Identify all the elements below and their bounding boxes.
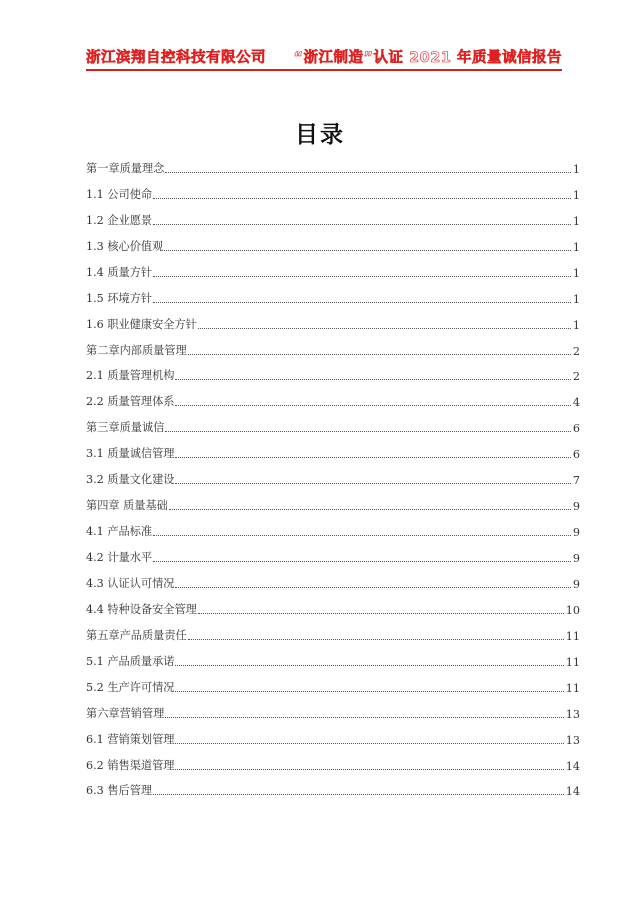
toc-entry-label: 2.1 质量管理机构	[86, 369, 175, 383]
toc-entry[interactable]	[86, 254, 580, 280]
toc-entry-label: 1.6 职业健康安全方针	[86, 317, 197, 331]
toc-entry-page: 7	[572, 474, 580, 488]
header-rule	[86, 69, 562, 71]
toc-entry-label: 5.2 生产许可情况	[86, 680, 175, 694]
toc-entry-label: 1.2 企业愿景	[86, 213, 153, 227]
company-name: 浙江滨翔自控科技有限公司	[86, 49, 266, 66]
toc-entry-label: 3.2 质量文化建设	[86, 473, 175, 487]
toc-entry-label: 3.1 质量诚信管理	[86, 447, 175, 461]
toc-entry[interactable]	[86, 228, 580, 254]
toc-entry-label: 第一章质量理念	[86, 161, 165, 175]
toc-entry-page: 9	[572, 552, 580, 565]
toc-entry-page: 13	[565, 707, 580, 721]
toc-entry-page: 10	[565, 603, 580, 617]
report-title: “浙江制造”认证 2021 年质量诚信报告	[293, 49, 562, 66]
toc-entry-page: 6	[572, 422, 580, 436]
dot-leader	[175, 456, 570, 458]
toc-title: 目录	[295, 122, 345, 148]
table-of-contents	[86, 150, 580, 798]
dot-leader	[198, 612, 564, 614]
toc-entry-label: 6.2 销售渠道管理	[86, 758, 175, 772]
toc-entry[interactable]	[86, 591, 580, 617]
toc-entry[interactable]	[86, 565, 580, 591]
dot-leader	[175, 404, 570, 406]
toc-entry-page: 1	[572, 188, 580, 202]
toc-entry[interactable]	[86, 643, 580, 669]
toc-entry-label: 6.3 售后管理	[86, 784, 153, 798]
toc-entry[interactable]	[86, 358, 580, 384]
toc-entry-label: 4.1 产品标准	[86, 525, 153, 539]
toc-entry-page: 11	[565, 681, 580, 695]
dot-leader	[165, 716, 563, 718]
toc-entry[interactable]	[86, 695, 580, 721]
toc-entry-page: 1	[572, 240, 580, 254]
toc-entry-label: 4.4 特种设备安全管理	[86, 602, 197, 616]
dot-leader	[153, 534, 571, 536]
dot-leader	[153, 793, 564, 795]
toc-entry[interactable]	[86, 176, 580, 202]
toc-entry[interactable]	[86, 539, 580, 565]
dot-leader	[175, 482, 570, 484]
toc-entry-page: 11	[565, 655, 580, 669]
toc-entry[interactable]	[86, 617, 580, 643]
toc-entry-label: 1.1 公司使命	[86, 187, 153, 201]
dot-leader	[175, 690, 563, 692]
toc-entry-page: 9	[572, 577, 580, 591]
toc-entry[interactable]	[86, 773, 580, 799]
toc-entry-page: 2	[572, 344, 580, 358]
toc-entry-page: 1	[572, 266, 580, 280]
toc-entry-label: 2.2 质量管理体系	[86, 395, 175, 409]
toc-entry-page: 6	[572, 448, 580, 462]
dot-leader	[169, 508, 571, 510]
page-header	[86, 46, 562, 66]
toc-entry[interactable]	[86, 747, 580, 773]
toc-entry-label: 6.1 营销策划管理	[86, 732, 175, 746]
toc-entry[interactable]	[86, 202, 580, 228]
toc-entry[interactable]	[86, 487, 580, 513]
toc-entry-page: 2	[572, 370, 580, 384]
toc-entry[interactable]	[86, 669, 580, 695]
toc-entry[interactable]	[86, 435, 580, 461]
toc-entry-label: 第四章 质量基础	[86, 499, 168, 513]
dot-leader	[188, 353, 571, 355]
toc-entry-page: 1	[572, 318, 580, 332]
toc-entry[interactable]	[86, 332, 580, 358]
toc-entry[interactable]	[86, 383, 580, 409]
toc-entry[interactable]	[86, 513, 580, 539]
toc-entry-label: 5.1 产品质量承诺	[86, 654, 175, 668]
dot-leader	[175, 664, 563, 666]
toc-entry-label: 第六章营销管理	[86, 706, 165, 720]
toc-entry[interactable]	[86, 409, 580, 435]
toc-entry[interactable]	[86, 150, 580, 176]
toc-entry-label: 1.4 质量方针	[86, 265, 153, 279]
toc-entry-label: 第五章产品质量责任	[86, 628, 187, 642]
dot-leader	[175, 378, 570, 380]
toc-entry[interactable]	[86, 721, 580, 747]
dot-leader	[165, 171, 571, 173]
toc-entry-page: 9	[572, 500, 580, 514]
dot-leader	[153, 301, 571, 303]
toc-entry-label: 1.5 环境方针	[86, 291, 153, 305]
toc-entry[interactable]	[86, 461, 580, 487]
toc-entry-page: 1	[572, 214, 580, 228]
toc-entry-page: 4	[572, 396, 580, 410]
toc-entry-page: 1	[572, 292, 580, 306]
dot-leader	[175, 742, 563, 744]
toc-entry-label: 1.3 核心价值观	[86, 239, 164, 253]
dot-leader	[153, 560, 571, 562]
toc-entry-label: 第三章质量诚信	[86, 421, 165, 435]
toc-entry-page: 14	[565, 759, 580, 773]
toc-entry-page: 9	[572, 526, 580, 540]
toc-entry[interactable]	[86, 306, 580, 332]
dot-leader	[175, 586, 570, 588]
dot-leader	[153, 275, 571, 277]
dot-leader	[165, 430, 571, 432]
dot-leader	[153, 223, 571, 225]
dot-leader	[153, 197, 571, 199]
toc-entry-page: 11	[565, 629, 580, 643]
toc-entry-label: 第二章内部质量管理	[86, 343, 187, 357]
toc-entry[interactable]	[86, 280, 580, 306]
toc-entry-page: 13	[565, 733, 580, 747]
toc-entry-label: 4.3 认证认可情况	[86, 576, 175, 590]
toc-entry-page: 1	[572, 162, 580, 176]
dot-leader	[188, 638, 564, 640]
toc-entry-label: 4.2 计量水平	[86, 551, 153, 564]
dot-leader	[164, 249, 571, 251]
dot-leader	[198, 327, 571, 329]
toc-entry-page: 14	[565, 785, 580, 799]
dot-leader	[175, 768, 563, 770]
